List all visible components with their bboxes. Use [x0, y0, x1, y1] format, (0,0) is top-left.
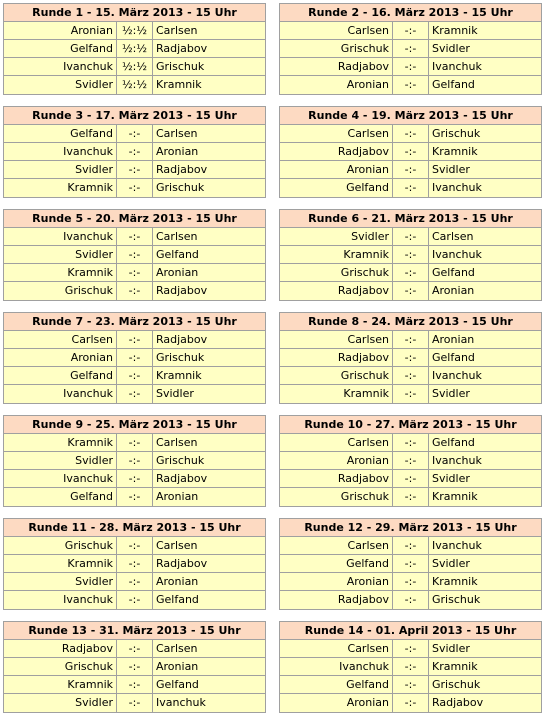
game-result: -:-	[393, 640, 429, 657]
white-player: Carlsen	[280, 22, 393, 39]
white-player: Grischuk	[4, 658, 117, 675]
game-result: -:-	[117, 591, 153, 609]
black-player: Aronian	[156, 575, 199, 588]
round-title: Runde 5 - 20. März 2013 - 15 Uhr	[4, 210, 265, 228]
game-row	[4, 331, 265, 349]
round-table	[279, 415, 542, 507]
game-row	[280, 658, 541, 676]
game-result: -:-	[117, 179, 153, 197]
white-player: Kramnik	[4, 179, 117, 197]
game-row	[280, 434, 541, 452]
game-row	[4, 488, 265, 506]
game-row	[280, 555, 541, 573]
black-player: Ivanchuk	[432, 454, 482, 467]
game-result: -:-	[393, 246, 429, 263]
black-player: Radjabov	[156, 42, 208, 55]
game-row	[4, 161, 265, 179]
white-player: Radjabov	[280, 591, 393, 609]
black-player: Ivanchuk	[432, 369, 482, 382]
game-result: -:-	[117, 676, 153, 693]
white-player: Grischuk	[4, 282, 117, 300]
black-player: Aronian	[156, 490, 199, 503]
game-result: -:-	[117, 434, 153, 451]
game-result: -:-	[393, 331, 429, 348]
white-player: Svidler	[4, 573, 117, 590]
game-row	[4, 537, 265, 555]
white-player: Gelfand	[4, 125, 117, 142]
game-result: -:-	[393, 591, 429, 609]
game-result: -:-	[117, 282, 153, 300]
game-row	[4, 143, 265, 161]
black-player: Gelfand	[432, 436, 475, 449]
game-result: -:-	[117, 573, 153, 590]
black-player: Aronian	[432, 284, 475, 297]
black-player: Kramnik	[432, 660, 478, 673]
game-result: -:-	[393, 76, 429, 94]
game-result: -:-	[117, 246, 153, 263]
game-row	[4, 385, 265, 403]
black-player: Ivanchuk	[432, 248, 482, 261]
black-player: Svidler	[432, 557, 470, 570]
round-title: Runde 12 - 29. März 2013 - 15 Uhr	[280, 519, 541, 537]
game-row	[280, 537, 541, 555]
game-result: -:-	[393, 349, 429, 366]
round-title: Runde 8 - 24. März 2013 - 15 Uhr	[280, 313, 541, 331]
black-player: Aronian	[432, 333, 475, 346]
black-player: Grischuk	[156, 181, 205, 194]
game-result: -:-	[393, 658, 429, 675]
game-result: -:-	[393, 555, 429, 572]
black-player: Svidler	[432, 163, 470, 176]
round-title: Runde 3 - 17. März 2013 - 15 Uhr	[4, 107, 265, 125]
white-player: Aronian	[4, 349, 117, 366]
game-row	[4, 264, 265, 282]
black-player: Svidler	[156, 387, 194, 400]
black-player: Radjabov	[156, 163, 208, 176]
white-player: Kramnik	[4, 434, 117, 451]
black-player: Radjabov	[156, 284, 208, 297]
black-player: Svidler	[432, 472, 470, 485]
game-result: -:-	[117, 161, 153, 178]
game-row	[280, 179, 541, 197]
game-result: -:-	[117, 488, 153, 506]
black-player: Ivanchuk	[432, 60, 482, 73]
game-result: -:-	[393, 694, 429, 712]
black-player: Aronian	[156, 660, 199, 673]
white-player: Grischuk	[280, 40, 393, 57]
game-row	[280, 282, 541, 300]
black-player: Radjabov	[156, 333, 208, 346]
black-player: Radjabov	[156, 472, 208, 485]
game-result: -:-	[393, 537, 429, 554]
game-result: -:-	[393, 282, 429, 300]
black-player: Kramnik	[156, 369, 202, 382]
round-title: Runde 14 - 01. April 2013 - 15 Uhr	[280, 622, 541, 640]
black-player: Radjabov	[156, 557, 208, 570]
game-result: -:-	[117, 640, 153, 657]
white-player: Ivanchuk	[4, 591, 117, 609]
white-player: Radjabov	[4, 640, 117, 657]
game-row	[280, 264, 541, 282]
white-player: Kramnik	[4, 676, 117, 693]
game-row	[4, 22, 265, 40]
white-player: Ivanchuk	[4, 228, 117, 245]
game-result: -:-	[117, 331, 153, 348]
game-result: -:-	[117, 658, 153, 675]
black-player: Carlsen	[156, 436, 198, 449]
game-row	[4, 658, 265, 676]
game-result: -:-	[393, 488, 429, 506]
round-table	[3, 3, 266, 95]
game-result: -:-	[393, 125, 429, 142]
game-row	[4, 179, 265, 197]
white-player: Svidler	[4, 246, 117, 263]
white-player: Aronian	[280, 161, 393, 178]
game-row	[280, 488, 541, 506]
black-player: Grischuk	[432, 593, 481, 606]
white-player: Radjabov	[280, 349, 393, 366]
black-player: Gelfand	[432, 78, 475, 91]
game-result: -:-	[393, 264, 429, 281]
round-table	[3, 106, 266, 198]
white-player: Grischuk	[4, 537, 117, 554]
game-result: -:-	[393, 179, 429, 197]
white-player: Carlsen	[280, 125, 393, 142]
white-player: Radjabov	[280, 282, 393, 300]
game-row	[4, 367, 265, 385]
game-row	[280, 452, 541, 470]
game-row	[280, 591, 541, 609]
game-result: ½:½	[117, 22, 153, 39]
black-player: Gelfand	[432, 266, 475, 279]
game-row	[280, 367, 541, 385]
white-player: Ivanchuk	[4, 470, 117, 487]
game-row	[280, 470, 541, 488]
game-row	[4, 470, 265, 488]
black-player: Carlsen	[432, 230, 474, 243]
game-result: -:-	[117, 452, 153, 469]
round-title: Runde 11 - 28. März 2013 - 15 Uhr	[4, 519, 265, 537]
black-player: Ivanchuk	[432, 539, 482, 552]
game-result: -:-	[393, 470, 429, 487]
white-player: Aronian	[280, 573, 393, 590]
game-result: -:-	[117, 694, 153, 712]
round-table	[279, 621, 542, 713]
game-row	[280, 676, 541, 694]
white-player: Ivanchuk	[4, 58, 117, 75]
black-player: Grischuk	[432, 127, 481, 140]
game-row	[4, 434, 265, 452]
round-title: Runde 7 - 23. März 2013 - 15 Uhr	[4, 313, 265, 331]
game-result: -:-	[117, 470, 153, 487]
game-result: -:-	[117, 537, 153, 554]
black-player: Kramnik	[156, 78, 202, 91]
game-row	[4, 58, 265, 76]
game-result: -:-	[393, 452, 429, 469]
white-player: Svidler	[4, 452, 117, 469]
white-player: Kramnik	[280, 385, 393, 403]
game-result: -:-	[393, 573, 429, 590]
game-result: -:-	[117, 143, 153, 160]
game-result: -:-	[393, 58, 429, 75]
game-result: -:-	[117, 349, 153, 366]
white-player: Svidler	[280, 228, 393, 245]
game-row	[280, 58, 541, 76]
game-row	[280, 228, 541, 246]
black-player: Carlsen	[156, 24, 198, 37]
game-result: -:-	[393, 22, 429, 39]
game-row	[4, 676, 265, 694]
game-row	[280, 22, 541, 40]
black-player: Kramnik	[432, 575, 478, 588]
white-player: Kramnik	[280, 246, 393, 263]
white-player: Svidler	[4, 76, 117, 94]
white-player: Aronian	[4, 22, 117, 39]
game-result: -:-	[393, 367, 429, 384]
game-row	[280, 76, 541, 94]
white-player: Gelfand	[4, 488, 117, 506]
white-player: Carlsen	[4, 331, 117, 348]
game-result: -:-	[393, 228, 429, 245]
black-player: Aronian	[156, 145, 199, 158]
white-player: Carlsen	[280, 537, 393, 554]
white-player: Aronian	[280, 694, 393, 712]
game-row	[280, 385, 541, 403]
game-result: -:-	[393, 385, 429, 403]
round-table	[3, 312, 266, 404]
white-player: Gelfand	[280, 179, 393, 197]
round-table	[279, 312, 542, 404]
white-player: Radjabov	[280, 58, 393, 75]
white-player: Grischuk	[280, 367, 393, 384]
game-row	[4, 640, 265, 658]
white-player: Kramnik	[4, 555, 117, 572]
game-row	[280, 40, 541, 58]
game-result: ½:½	[117, 76, 153, 94]
game-row	[280, 331, 541, 349]
game-row	[4, 246, 265, 264]
round-table	[279, 209, 542, 301]
white-player: Radjabov	[280, 470, 393, 487]
round-title: Runde 2 - 16. März 2013 - 15 Uhr	[280, 4, 541, 22]
game-result: -:-	[117, 385, 153, 403]
black-player: Grischuk	[432, 678, 481, 691]
round-table	[279, 106, 542, 198]
white-player: Grischuk	[280, 488, 393, 506]
game-result: -:-	[393, 161, 429, 178]
game-result: -:-	[393, 676, 429, 693]
black-player: Grischuk	[156, 351, 205, 364]
white-player: Aronian	[280, 452, 393, 469]
white-player: Grischuk	[280, 264, 393, 281]
round-title: Runde 1 - 15. März 2013 - 15 Uhr	[4, 4, 265, 22]
white-player: Svidler	[4, 694, 117, 712]
game-row	[280, 349, 541, 367]
game-row	[4, 555, 265, 573]
game-row	[280, 640, 541, 658]
black-player: Kramnik	[432, 24, 478, 37]
black-player: Ivanchuk	[156, 696, 206, 709]
game-row	[4, 573, 265, 591]
game-row	[280, 694, 541, 712]
game-row	[4, 591, 265, 609]
black-player: Grischuk	[156, 454, 205, 467]
round-title: Runde 9 - 25. März 2013 - 15 Uhr	[4, 416, 265, 434]
game-result: -:-	[117, 228, 153, 245]
black-player: Radjabov	[432, 696, 484, 709]
game-row	[4, 694, 265, 712]
black-player: Gelfand	[432, 351, 475, 364]
round-table	[3, 415, 266, 507]
round-table	[3, 621, 266, 713]
white-player: Aronian	[280, 76, 393, 94]
game-result: ½:½	[117, 58, 153, 75]
round-table	[3, 209, 266, 301]
game-result: ½:½	[117, 40, 153, 57]
black-player: Ivanchuk	[432, 181, 482, 194]
white-player: Carlsen	[280, 331, 393, 348]
game-row	[280, 125, 541, 143]
game-result: -:-	[393, 434, 429, 451]
round-table	[3, 518, 266, 610]
black-player: Carlsen	[156, 539, 198, 552]
round-table	[279, 518, 542, 610]
black-player: Gelfand	[156, 248, 199, 261]
round-table	[279, 3, 542, 95]
game-row	[280, 573, 541, 591]
game-row	[280, 246, 541, 264]
black-player: Kramnik	[432, 145, 478, 158]
white-player: Ivanchuk	[4, 385, 117, 403]
white-player: Carlsen	[280, 434, 393, 451]
white-player: Kramnik	[4, 264, 117, 281]
black-player: Carlsen	[156, 642, 198, 655]
game-result: -:-	[117, 367, 153, 384]
black-player: Svidler	[432, 387, 470, 400]
black-player: Carlsen	[156, 230, 198, 243]
game-result: -:-	[117, 125, 153, 142]
white-player: Radjabov	[280, 143, 393, 160]
black-player: Aronian	[156, 266, 199, 279]
game-row	[4, 228, 265, 246]
white-player: Svidler	[4, 161, 117, 178]
black-player: Kramnik	[432, 490, 478, 503]
black-player: Grischuk	[156, 60, 205, 73]
white-player: Gelfand	[280, 555, 393, 572]
game-row	[280, 143, 541, 161]
white-player: Gelfand	[280, 676, 393, 693]
black-player: Carlsen	[156, 127, 198, 140]
game-row	[4, 349, 265, 367]
white-player: Ivanchuk	[280, 658, 393, 675]
game-result: -:-	[393, 40, 429, 57]
black-player: Svidler	[432, 42, 470, 55]
round-title: Runde 13 - 31. März 2013 - 15 Uhr	[4, 622, 265, 640]
game-result: -:-	[117, 264, 153, 281]
white-player: Gelfand	[4, 40, 117, 57]
round-title: Runde 6 - 21. März 2013 - 15 Uhr	[280, 210, 541, 228]
round-title: Runde 10 - 27. März 2013 - 15 Uhr	[280, 416, 541, 434]
game-result: -:-	[117, 555, 153, 572]
black-player: Gelfand	[156, 678, 199, 691]
game-row	[4, 40, 265, 58]
white-player: Gelfand	[4, 367, 117, 384]
game-row	[4, 125, 265, 143]
game-row	[4, 76, 265, 94]
white-player: Carlsen	[280, 640, 393, 657]
game-result: -:-	[393, 143, 429, 160]
black-player: Gelfand	[156, 593, 199, 606]
white-player: Ivanchuk	[4, 143, 117, 160]
game-row	[280, 161, 541, 179]
round-title: Runde 4 - 19. März 2013 - 15 Uhr	[280, 107, 541, 125]
game-row	[4, 452, 265, 470]
black-player: Svidler	[432, 642, 470, 655]
game-row	[4, 282, 265, 300]
